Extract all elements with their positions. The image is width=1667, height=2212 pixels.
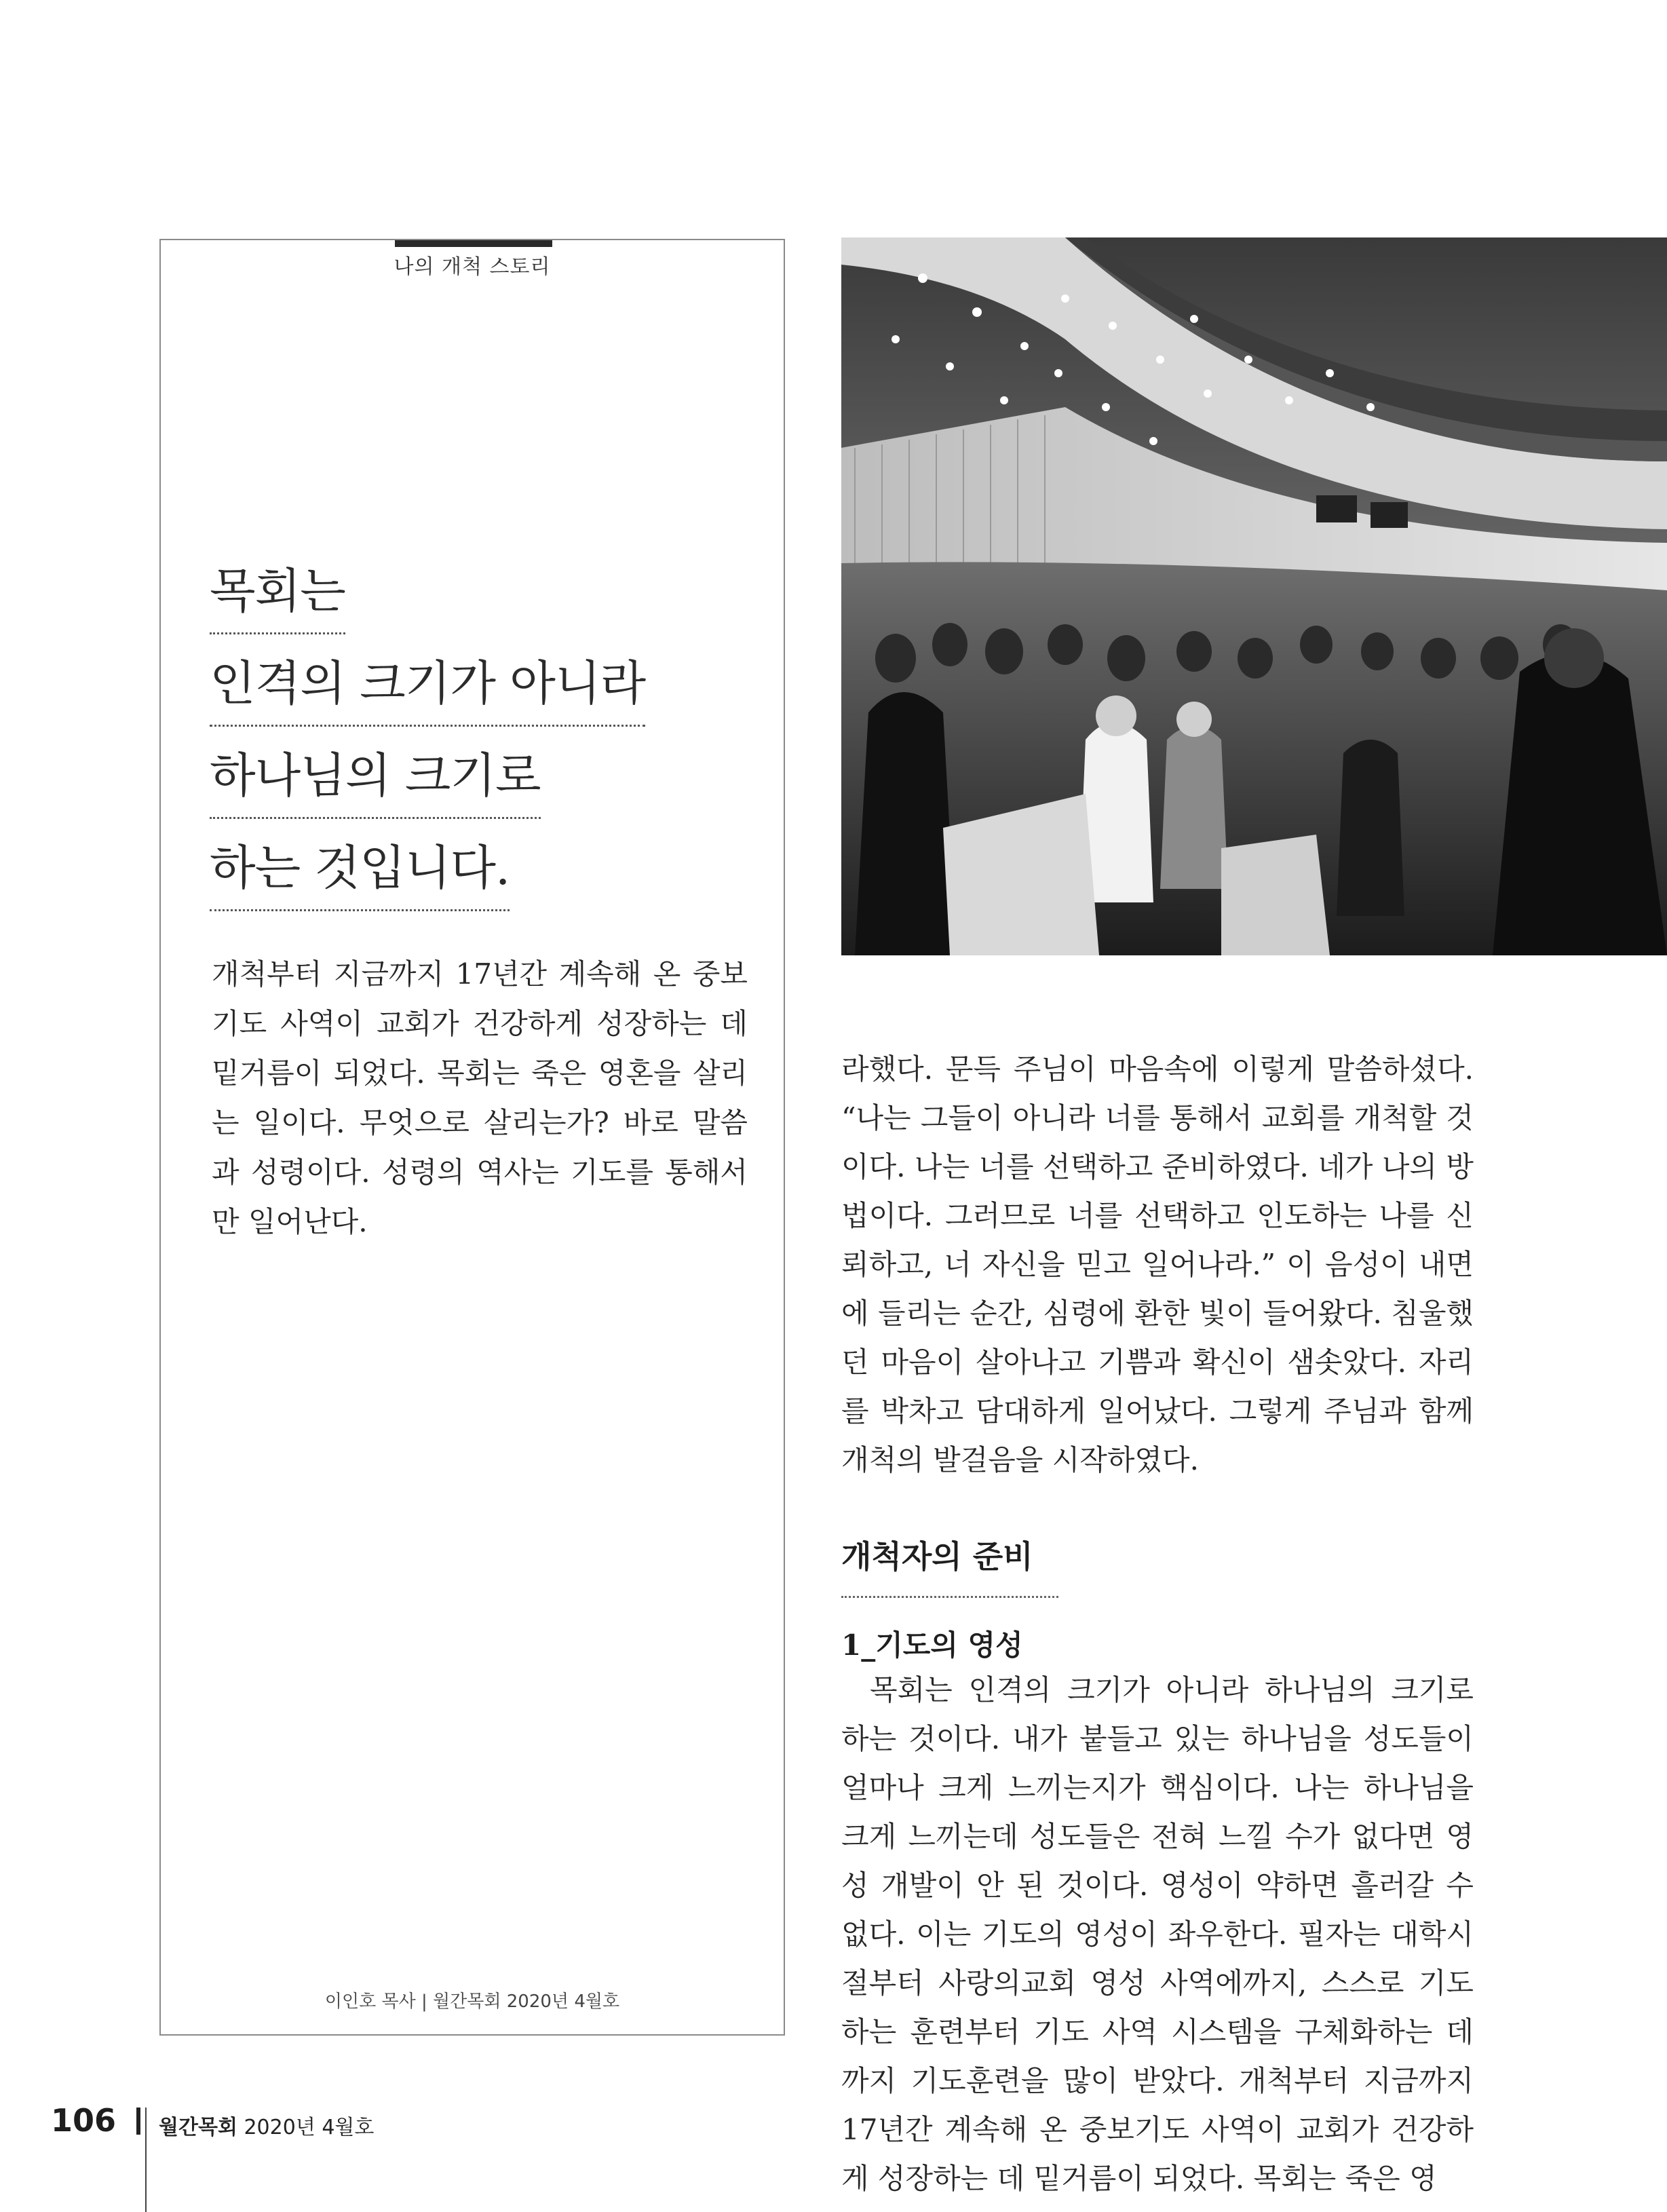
subsection-heading: 1_기도의 영성 — [841, 1628, 1023, 1662]
article-intro-paragraph: 라했다. 문득 주님이 마음속에 이렇게 말씀하셨다. “나는 그들이 아니라 너를 통해서 교회를 개척할 것이다. 나는 너를 선택하고 준비하였다. 네가 나의 방법이다. 그러므로 너를 선택하고 인도하는 나를 신뢰하고, 너 자신을 믿고 일어나라.” 이 음성이 내면에 들리는 순간, 심령에 환한 빛이 들어왔다. 침울했던 마음이 살아나고 기쁨과 확신이 샘솟았다. 자리를 박차고 담대하게 일어났다. 그렇게 주님과 함께 개척의 발걸음을 시작하였다. — [841, 1052, 1474, 1476]
page-margin-rule — [145, 2108, 147, 2212]
pull-quote-line: 인격의 크기가 아니라 — [210, 645, 645, 727]
article-column — [841, 1045, 1474, 2203]
congregation-photo — [841, 237, 1667, 955]
article-body-paragraph: 목회는 인격의 크기가 아니라 하나님의 크기로 하는 것이다. 내가 붙들고 있는 하나님을 성도들이 얼마나 크게 느끼는지가 핵심이다. 나는 하나님을 크게 느끼는데 성도들은 전혀 느낄 수가 없다면 영성 개발이 안 된 것이다. 영성이 약하면 흘러갈 수 없다. 이는 기도의 영성이 좌우한다. 필자는 대학시절부터 사랑의교회 영성 사역에까지, 스스로 기도하는 훈련부터 기도 사역 시스템을 구체화하는 데까지 기도훈련을 많이 받았다. 개척부터 지금까지 17년간 계속해 온 중보기도 사역이 교회가 건강하게 성장하는 데 밑거름이 되었다. 목회는 죽은 영 — [841, 1673, 1474, 2195]
pull-quote-line: 하는 것입니다. — [210, 829, 510, 911]
byline: 이인호 목사 | 월간목회 2020년 4월호 — [324, 1991, 620, 2012]
page-number: 106 — [51, 2102, 117, 2139]
section-tab-bar — [395, 240, 552, 247]
footer-issue: 2020년 4월호 — [244, 2116, 375, 2139]
summary-text: 개척부터 지금까지 17년간 계속해 온 중보기도 사역이 교회가 건강하게 성장하는 데 밑거름이 되었다. 목회는 죽은 영혼을 살리는 일이다. 무엇으로 살리는가? 바로 말씀과 성령이다. 성령의 역사는 기도를 통해서만 일어난다. — [212, 957, 748, 1238]
footer-journal — [159, 2110, 374, 2140]
pull-quote-line: 하나님의 크기로 — [210, 737, 541, 819]
section-label: 나의 개척 스토리 — [394, 255, 551, 279]
section-heading: 개척자의 준비 — [841, 1538, 1033, 1575]
page-number-separator — [136, 2108, 140, 2135]
auditorium-photo-illustration — [841, 237, 1667, 955]
pull-quote — [210, 552, 752, 921]
footer-journal-name: 월간목회 — [159, 2116, 237, 2139]
sidebar-quote-box — [159, 239, 785, 2036]
sidebar-summary — [212, 949, 748, 1246]
section-heading-rule — [841, 1596, 1058, 1598]
pull-quote-line: 목회는 — [210, 552, 345, 634]
